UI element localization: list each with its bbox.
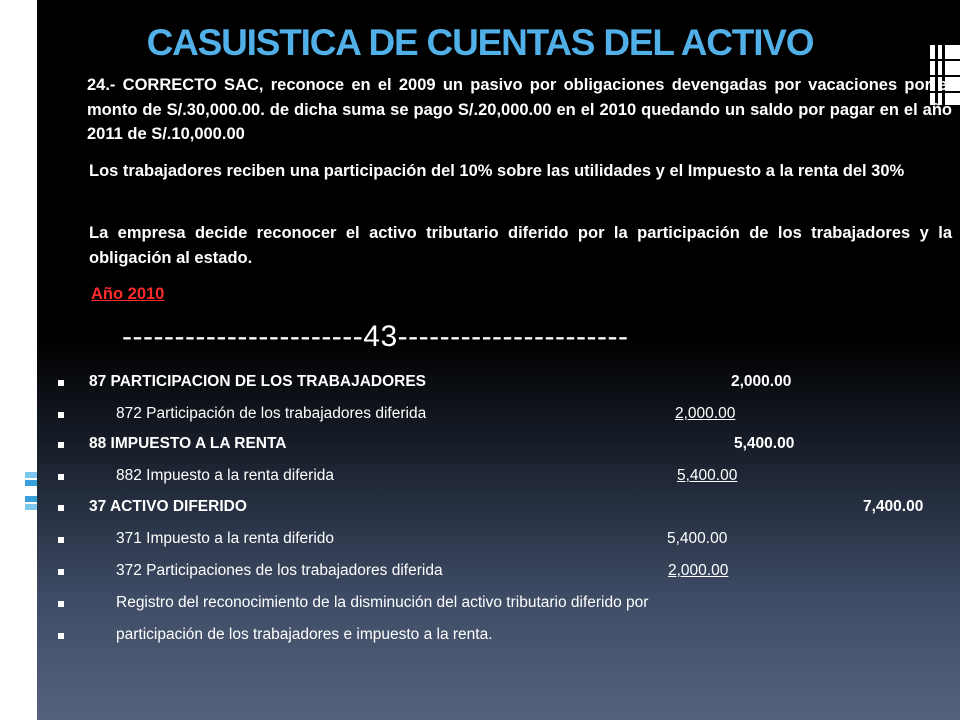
entry-row bbox=[58, 528, 958, 550]
decorative-bars-left bbox=[25, 472, 37, 524]
entry-row bbox=[58, 560, 958, 582]
entry-amount: 5,400.00 bbox=[677, 467, 738, 484]
year-label: Año 2010 bbox=[91, 285, 165, 303]
square-bullet-icon bbox=[58, 474, 64, 480]
entry-row bbox=[58, 433, 958, 455]
entry-label: 372 Participaciones de los trabajadores diferida bbox=[116, 562, 443, 579]
square-bullet-icon bbox=[58, 412, 64, 418]
entry-row bbox=[58, 624, 958, 646]
square-bullet-icon bbox=[58, 505, 64, 511]
entry-row bbox=[58, 592, 958, 614]
entry-row bbox=[58, 496, 958, 518]
entry-amount: 5,400.00 bbox=[734, 435, 795, 452]
entry-row bbox=[58, 371, 958, 393]
entry-label: Registro del reconocimiento de la disminución del activo tributario diferido por bbox=[116, 594, 649, 611]
intro-text-1: 24.- CORRECTO SAC, reconoce en el 2009 un pasivo por obligaciones devengadas por vacaciones por el monto de S/.30,000.00. de dicha suma se pago S/.20,000.00 en el 2010 quedando un saldo por pagar en el año 2011 de S/.10,000.00 bbox=[87, 76, 952, 143]
intro-paragraph-3: La empresa decide reconocer el activo tributario diferido por la participación de los trabajadores y la obligación al estado. bbox=[89, 224, 952, 267]
slide-title: CASUISTICA DE CUENTAS DEL ACTIVO bbox=[146, 22, 814, 63]
entry-row bbox=[58, 465, 958, 487]
square-bullet-icon bbox=[58, 537, 64, 543]
square-bullet-icon bbox=[58, 442, 64, 448]
square-bullet-icon bbox=[58, 601, 64, 607]
entry-amount: 2,000.00 bbox=[668, 562, 729, 579]
entry-label: participación de los trabajadores e impuesto a la renta. bbox=[116, 626, 493, 643]
left-white-strip bbox=[0, 0, 37, 720]
entry-label: 371 Impuesto a la renta diferido bbox=[116, 530, 334, 547]
entry-label: 87 PARTICIPACION DE LOS TRABAJADORES bbox=[89, 373, 427, 390]
entry-label: 37 ACTIVO DIFERIDO bbox=[89, 498, 247, 515]
entry-amount: 2,000.00 bbox=[675, 405, 736, 422]
entry-amount: 2,000.00 bbox=[731, 373, 792, 390]
square-bullet-icon bbox=[58, 569, 64, 575]
square-bullet-icon bbox=[58, 380, 64, 386]
intro-paragraph-2: Los trabajadores reciben una participación del 10% sobre las utilidades y el Impuesto a la renta del 30% bbox=[89, 162, 905, 180]
entry-label: 872 Participación de los trabajadores diferida bbox=[116, 405, 427, 422]
entry-amount: 5,400.00 bbox=[667, 530, 728, 547]
entry-label: 882 Impuesto a la renta diferida bbox=[116, 467, 334, 484]
intro-paragraph-1 bbox=[87, 73, 952, 147]
entry-label: 88 IMPUESTO A LA RENTA bbox=[89, 435, 287, 452]
square-bullet-icon bbox=[58, 633, 64, 639]
entry-row bbox=[58, 403, 958, 425]
entry-amount: 7,400.00 bbox=[863, 498, 924, 515]
entry-separator: -----------------------43---------------------- bbox=[122, 320, 629, 353]
